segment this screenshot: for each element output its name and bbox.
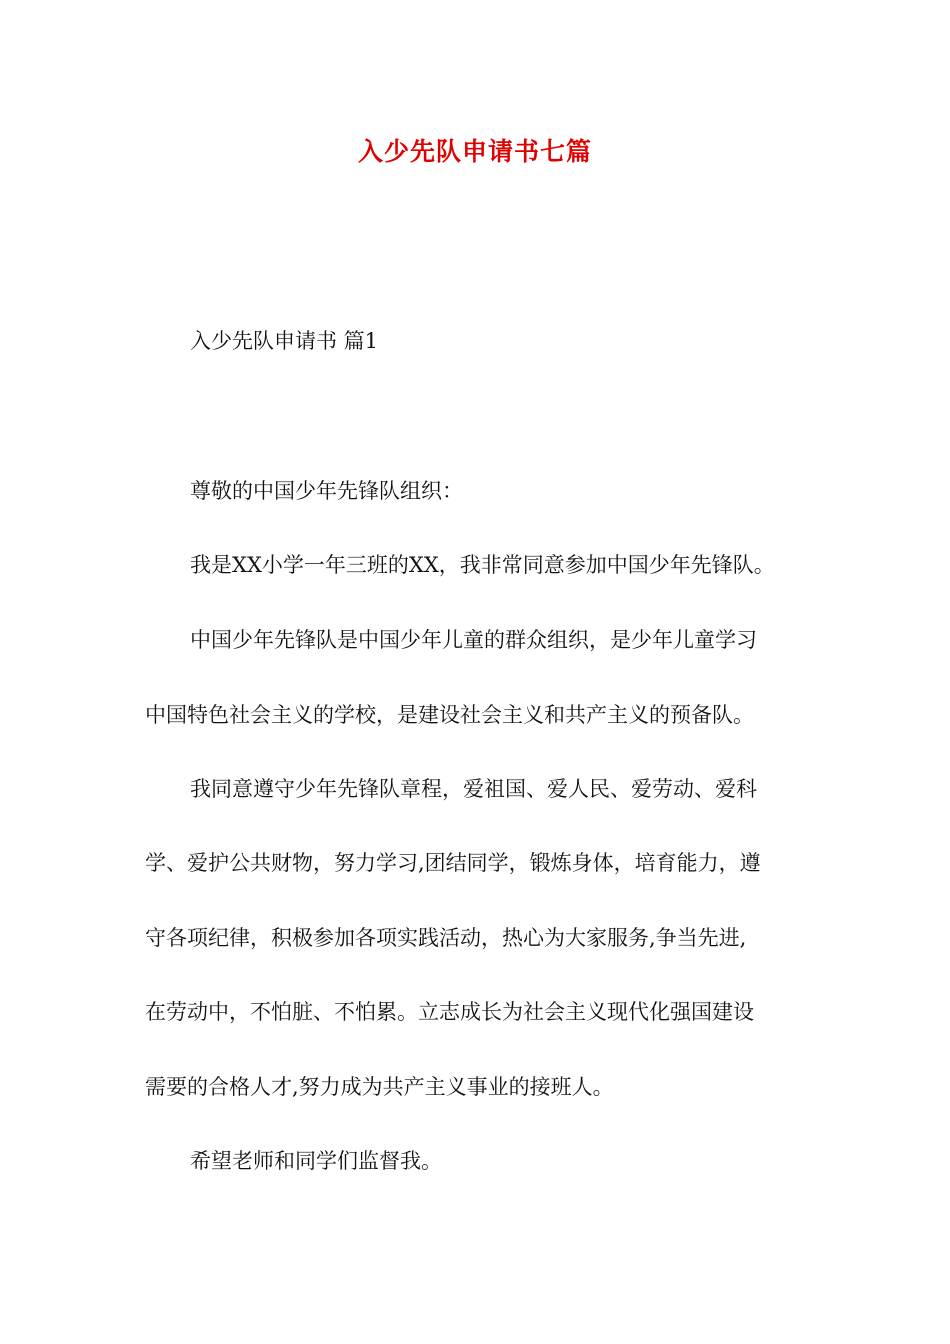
paragraph-line: 中国少年先锋队是中国少年儿童的群众组织，是少年儿童学习	[190, 628, 757, 652]
paragraph-line: 我是XX小学一年三班的XX，我非常同意参加中国少年先锋队。	[190, 553, 775, 577]
paragraph-line: 学、爱护公共财物，努力学习,团结同学，锻炼身体，培育能力，遵	[145, 851, 761, 875]
paragraph-line: 中国特色社会主义的学校，是建设社会主义和共产主义的预备队。	[145, 703, 754, 727]
salutation: 尊敬的中国少年先锋队组织：	[190, 479, 463, 503]
document-title: 入少先队申请书七篇	[357, 137, 592, 166]
paragraph-line: 守各项纪律，积极参加各项实践活动，热心为大家服务,争当先进,	[145, 926, 747, 950]
paragraph-line: 希望老师和同学们监督我。	[190, 1149, 442, 1173]
section-heading: 入少先队申请书 篇1	[190, 329, 379, 353]
paragraph-line: 在劳动中，不怕脏、不怕累。立志成长为社会主义现代化强国建设	[145, 1000, 754, 1024]
paragraph-line: 我同意遵守少年先锋队章程，爱祖国、爱人民、爱劳动、爱科	[190, 777, 757, 801]
paragraph-line: 需要的合格人才,努力成为共产主义事业的接班人。	[145, 1075, 614, 1099]
